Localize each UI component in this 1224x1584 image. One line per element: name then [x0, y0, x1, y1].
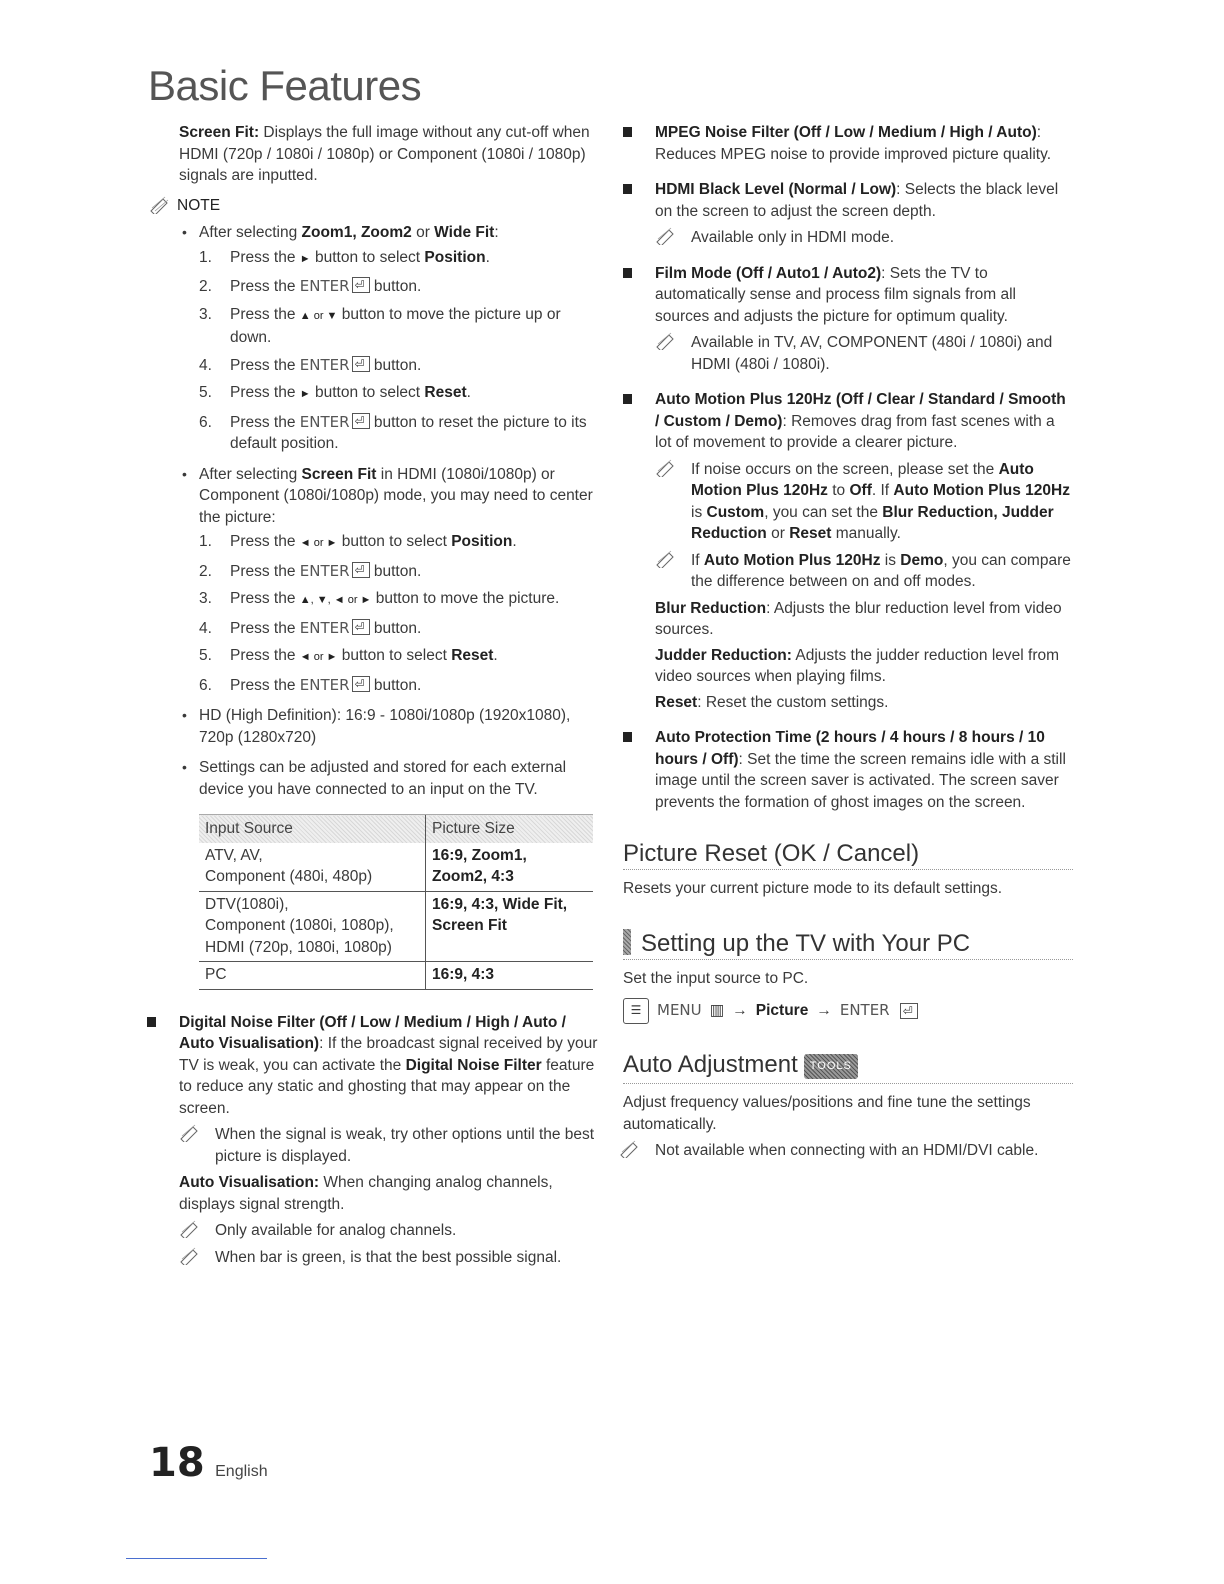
table-cell-source: [199, 843, 426, 892]
page-footer: [149, 1440, 268, 1486]
right-column: [623, 122, 1073, 1162]
digital-noise-item: [147, 1012, 599, 1269]
section-bar-icon: [623, 929, 631, 955]
pencil-note-icon: [179, 1220, 207, 1238]
auto-adjust-title: Auto Adjustment: [623, 1050, 798, 1078]
item-bold: Digital Noise Filter: [405, 1056, 542, 1074]
remote-menu-icon: ☰: [623, 998, 649, 1024]
source-line: DTV(1080i),: [205, 895, 289, 913]
step-text: Press the: [230, 278, 300, 295]
hdmi-black-item: [623, 179, 1073, 249]
step-text: button to move the picture.: [371, 590, 560, 607]
item-text: feature to reduce any static and ghosting that may appear on the screen.: [179, 1056, 595, 1117]
item-title: MPEG Noise Filter (Off / Low / Medium / High / Auto): [655, 124, 1037, 141]
square-bullet-icon: [623, 268, 632, 278]
enter-icon: [352, 562, 370, 578]
step-text: Press the: [230, 676, 300, 694]
note-bold: Auto Motion Plus 120Hz: [691, 460, 1034, 499]
step-text: .: [485, 248, 490, 266]
step-text: Press the: [230, 619, 300, 637]
step-bold: Reset: [451, 647, 494, 664]
bullet-hd: • HD (High Definition): 16:9 - 1080i/1080p (1920x1080), 720p (1280x720): [179, 705, 599, 748]
size-line: 16:9, 4:3, Wide Fit,: [432, 895, 568, 913]
step-text: Press the: [230, 248, 300, 266]
arrow-right-icon: →: [816, 1001, 832, 1019]
step-text: Press the: [230, 356, 300, 374]
enter-icon: [352, 277, 370, 293]
page-language: English: [215, 1463, 268, 1480]
enter-key-label: ENTER: [299, 355, 350, 374]
step-text: Press the: [230, 562, 300, 580]
step-number: 5.: [199, 384, 212, 401]
bullet-bold: Zoom1, Zoom2: [301, 224, 412, 241]
step-number: 3.: [199, 590, 212, 607]
note-bold: Blur Reduction, Judder Reduction: [691, 503, 1054, 542]
pc-setup-title: Setting up the TV with Your PC: [641, 930, 971, 957]
step-number: 4.: [199, 619, 212, 637]
size-line: Screen Fit: [432, 917, 507, 934]
enter-icon: [352, 413, 370, 429]
pencil-note-icon: [655, 227, 683, 245]
step-text: button.: [369, 562, 422, 580]
step-item: [199, 588, 599, 612]
screen-fit-text: Displays the full image without any cut-off when HDMI (720p / 1080i / 1080p) or Component (1080i / 1080p) signals are inputted.: [179, 124, 590, 184]
enter-key-label: ENTER: [839, 1000, 890, 1019]
step-bold: Reset: [424, 384, 467, 401]
item-title: Auto Protection Time (2 hours / 4 hours / 8 hours / 10 hours / Off): [655, 729, 1045, 768]
note-bold: Demo: [900, 551, 944, 569]
up-down-arrow-icon: ▲ or ▼: [299, 309, 338, 322]
square-bullet-icon: [623, 732, 632, 742]
item-text: : Reduces MPEG noise to provide improved picture quality.: [655, 124, 1052, 163]
menu-key-label: MENU: [657, 1000, 702, 1019]
screen-fit-steps: [199, 531, 599, 696]
table-cell-size: [426, 843, 594, 892]
step-text: .: [493, 647, 498, 664]
note-fragment: , you can set the: [764, 503, 883, 521]
enter-key-label: ENTER: [299, 412, 350, 431]
bullet-text: After selecting: [199, 465, 302, 483]
page-number: 18: [149, 1440, 205, 1486]
step-number: 2.: [199, 278, 212, 295]
step-text: button.: [369, 278, 422, 295]
size-line: 16:9, 4:3: [432, 966, 495, 983]
note-text: [691, 459, 1073, 545]
bullet-zoom: [179, 222, 599, 455]
pc-setup-heading: [623, 929, 1073, 960]
pencil-note-icon: [655, 550, 683, 568]
note-text: Available in TV, AV, COMPONENT (480i / 1080i) and HDMI (480i / 1080i).: [691, 334, 1053, 373]
size-line: Zoom2, 4:3: [432, 868, 514, 885]
square-bullet-icon: [147, 1017, 156, 1027]
enter-key-label: ENTER: [299, 277, 350, 295]
table-header-input: Input Source: [199, 815, 426, 843]
step-number: 6.: [199, 676, 212, 694]
pencil-note-icon: [619, 1140, 647, 1158]
sub-note: [655, 332, 1073, 375]
picture-size-table: [199, 814, 593, 990]
step-item: [199, 382, 599, 406]
step-text: .: [466, 384, 471, 401]
step-text: button.: [369, 619, 422, 637]
item-bold: Blur Reduction: [655, 599, 767, 617]
table-cell-size: [426, 962, 594, 990]
left-right-arrow-icon: ◄ or ►: [299, 537, 338, 549]
item-title: Digital Noise Filter (Off / Low / Medium / High / Auto / Auto Visualisation): [179, 1013, 566, 1052]
sub-note: [179, 1124, 599, 1167]
sub-note: [619, 1140, 1073, 1162]
item-text: : Adjusts the blur reduction level from video sources.: [655, 599, 1062, 638]
source-line: ATV, AV,: [205, 846, 263, 864]
step-text: Press the: [230, 384, 300, 401]
step-item: [199, 645, 599, 669]
source-line: PC: [205, 966, 227, 983]
direction-arrows-icon: ▲, ▼, ◄ or ►: [299, 594, 372, 606]
bullet-bold: Wide Fit: [434, 224, 495, 241]
bullet-settings: • Settings can be adjusted and stored for each external device you have connected to an input on the TV.: [179, 757, 599, 800]
note-bold: Reset: [789, 525, 832, 542]
table-row: [199, 843, 593, 892]
picture-menu-label: Picture: [755, 1001, 809, 1019]
right-arrow-icon: ►: [299, 388, 311, 400]
step-item: [199, 355, 599, 377]
step-text: button to select: [337, 647, 452, 664]
step-number: 4.: [199, 356, 212, 374]
square-bullet-icon: [623, 127, 632, 137]
enter-key-label: ENTER: [299, 675, 350, 694]
step-text: button to reset the picture to its default position.: [230, 413, 587, 452]
note-fragment: If noise occurs on the screen, please set the: [691, 460, 999, 478]
table-cell-size: [426, 891, 594, 962]
sub-note: [655, 550, 1073, 593]
step-text: Press the: [230, 305, 300, 323]
screen-fit-paragraph: [179, 122, 599, 187]
step-text: Press the: [230, 647, 300, 664]
picture-reset-text: Resets your current picture mode to its default settings.: [623, 879, 1003, 897]
step-bold: Position: [451, 533, 513, 550]
enter-icon: [352, 356, 370, 372]
pencil-note-icon: [655, 332, 683, 350]
menu-grid-icon: ▥: [709, 1001, 725, 1019]
step-text: button to move the picture up or down.: [230, 305, 561, 346]
note-text: Available only in HDMI mode.: [691, 229, 895, 246]
pencil-note-icon: [655, 459, 683, 477]
bullet-bold: Screen Fit: [301, 465, 377, 483]
table-cell-source: [199, 962, 426, 990]
screen-fit-label: Screen Fit:: [179, 124, 260, 141]
source-line: HDMI (720p, 1080i, 1080p): [205, 938, 392, 956]
item-bold: Judder Reduction:: [655, 646, 792, 664]
page-title: Basic Features: [148, 62, 422, 109]
item-text: Adjusts the judder reduction level from video sources when playing films.: [655, 646, 1060, 685]
step-text: .: [512, 533, 517, 550]
step-text: button.: [369, 356, 422, 374]
pencil-note-icon: [179, 1124, 207, 1142]
square-bullet-icon: [623, 394, 632, 404]
step-item: [199, 675, 599, 697]
step-text: Press the: [230, 590, 300, 607]
bullet-screen-fit: [179, 464, 599, 697]
left-column: [179, 122, 599, 1268]
picture-reset-heading: Picture Reset (OK / Cancel): [623, 843, 1073, 870]
note-text: Only available for analog channels.: [215, 1222, 457, 1239]
step-text: button to select: [337, 533, 452, 550]
note-text: Not available when connecting with an HDMI/DVI cable.: [655, 1142, 1039, 1159]
table-row: [199, 962, 593, 990]
note-bold: Auto Motion Plus 120Hz: [703, 551, 881, 569]
item-text: : If the broadcast signal received by your TV is weak, you can activate the: [179, 1035, 598, 1074]
arrow-right-icon: →: [732, 1001, 748, 1019]
item-bold: Auto Visualisation:: [179, 1174, 320, 1191]
note-fragment: . If: [871, 482, 894, 499]
step-item: [199, 412, 599, 455]
footer-divider: [126, 1558, 267, 1559]
note-fragment: manually.: [831, 525, 901, 542]
step-number: 3.: [199, 305, 212, 323]
enter-key-label: ENTER: [299, 561, 350, 580]
step-bold: Position: [424, 248, 486, 266]
auto-adjust-heading: [623, 1050, 1073, 1085]
note-fragment: is: [880, 551, 901, 569]
note-text: When the signal is weak, try other options until the best picture is displayed.: [215, 1126, 595, 1165]
auto-protection-item: [623, 727, 1073, 813]
item-title: Auto Motion Plus 120Hz (Off / Clear / Standard / Smooth / Custom / Demo): [655, 391, 1066, 430]
step-text: button.: [369, 676, 422, 694]
bullet-text: :: [494, 224, 499, 241]
right-arrow-icon: ►: [299, 252, 311, 265]
enter-icon: [352, 619, 370, 635]
note-fragment: or: [766, 525, 790, 542]
auto-vis-paragraph: [179, 1172, 599, 1215]
left-right-arrow-icon: ◄ or ►: [299, 651, 338, 663]
enter-icon: [900, 1003, 918, 1019]
step-item: [199, 561, 599, 583]
table-header-size: Picture Size: [426, 815, 594, 843]
item-text: When changing analog channels, displays signal strength.: [179, 1174, 553, 1213]
pencil-note-icon: [149, 196, 171, 214]
blur-paragraph: [655, 598, 1073, 641]
step-number: 2.: [199, 562, 212, 580]
item-text: : Set the time the screen remains idle with a still image until the screen saver is activated. The screen saver prevents the formation of ghost images on the screen.: [655, 750, 1066, 811]
menu-path: [623, 998, 1073, 1024]
note-bold: Off: [849, 482, 872, 499]
zoom-steps: [199, 247, 599, 455]
judder-paragraph: [655, 645, 1073, 688]
note-text: [691, 550, 1073, 593]
sub-note: [655, 459, 1073, 545]
tools-badge: TOOLS: [804, 1054, 858, 1080]
size-line: 16:9, Zoom1,: [432, 846, 527, 864]
item-title: Film Mode (Off / Auto1 / Auto2): [655, 264, 882, 282]
sub-note: [179, 1247, 599, 1269]
item-title: HDMI Black Level (Normal / Low): [655, 181, 897, 198]
item-text: : Reset the custom settings.: [697, 693, 889, 711]
note-fragment: is: [691, 503, 707, 521]
bullet-text: in HDMI (1080i/1080p) or Component (1080i/1080p) mode, you may need to center the picture:: [199, 465, 593, 526]
note-fragment: If: [691, 551, 704, 569]
item-bold: Reset: [655, 693, 698, 711]
mpeg-item: [623, 122, 1073, 165]
step-item: [199, 247, 599, 271]
pc-setup-text: Set the input source to PC.: [623, 970, 809, 987]
item-text: : Removes drag from fast scenes with a lot of movement to provide a clearer picture.: [655, 412, 1055, 451]
step-item: [199, 531, 599, 555]
reset-paragraph: [655, 692, 1073, 714]
step-number: 1.: [199, 533, 212, 550]
note-bold: Custom: [706, 503, 765, 521]
bullet-text: or: [411, 224, 435, 241]
step-number: 5.: [199, 647, 212, 664]
note-fragment: , you can compare the difference between on and off modes.: [691, 551, 1071, 590]
square-bullet-icon: [623, 184, 632, 194]
item-text: : Sets the TV to automatically sense and process film signals from all sources and adjusts the picture for optimum quality.: [655, 264, 1016, 325]
step-item: [199, 276, 599, 298]
step-item: [199, 618, 599, 640]
table-header-row: [199, 815, 593, 843]
sub-note: [179, 1220, 599, 1242]
note-fragment: to: [827, 482, 850, 499]
step-text: Press the: [230, 533, 300, 550]
note-heading: [149, 195, 599, 217]
auto-motion-item: [623, 389, 1073, 713]
table-row: [199, 891, 593, 962]
enter-icon: [352, 676, 370, 692]
step-number: 1.: [199, 248, 212, 266]
auto-adjust-text: Adjust frequency values/positions and fine tune the settings automatically.: [623, 1094, 1031, 1133]
source-line: Component (1080i, 1080p),: [205, 917, 394, 934]
table-cell-source: [199, 891, 426, 962]
step-text: button to select: [310, 384, 425, 401]
note-label: NOTE: [177, 196, 221, 214]
step-number: 6.: [199, 413, 212, 431]
item-text: : Selects the black level on the screen to adjust the screen depth.: [655, 181, 1059, 220]
step-item: [199, 304, 599, 349]
step-text: button to select: [310, 248, 425, 266]
step-text: Press the: [230, 413, 300, 431]
note-text: When bar is green, is that the best possible signal.: [215, 1248, 562, 1266]
source-line: Component (480i, 480p): [205, 868, 373, 885]
film-mode-item: [623, 263, 1073, 376]
enter-key-label: ENTER: [299, 618, 350, 637]
sub-note: [655, 227, 1073, 249]
bullet-text: After selecting: [199, 224, 302, 241]
note-bullets: [179, 222, 599, 800]
note-bold: Auto Motion Plus 120Hz: [893, 482, 1070, 499]
pencil-note-icon: [179, 1247, 207, 1265]
